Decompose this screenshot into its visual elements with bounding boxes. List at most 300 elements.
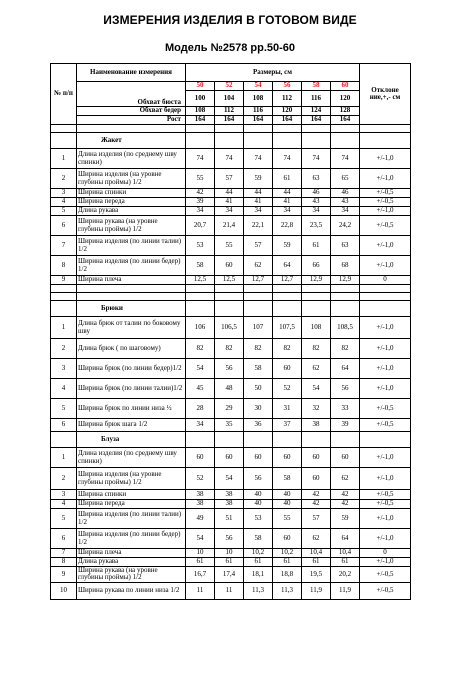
empty-cell xyxy=(331,285,360,293)
value-cell: 43 xyxy=(331,198,360,207)
empty-cell xyxy=(273,432,302,448)
row-number: 5 xyxy=(51,207,77,216)
value-cell: 38 xyxy=(215,500,244,509)
section-header-row xyxy=(51,133,411,149)
num-header: № п/п xyxy=(51,64,77,125)
value-cell: 74 xyxy=(331,149,360,169)
value-cell: 55 xyxy=(273,509,302,529)
spacer-row xyxy=(51,125,411,133)
tolerance-cell: +/-1,0 xyxy=(360,468,411,490)
hips-cell: 116 xyxy=(244,107,273,116)
value-cell: 40 xyxy=(244,500,273,509)
tolerance-cell: +/-1,0 xyxy=(360,339,411,359)
measurement-row xyxy=(51,189,411,198)
value-cell: 74 xyxy=(302,149,331,169)
value-cell: 64 xyxy=(331,359,360,379)
value-cell: 36 xyxy=(244,419,273,432)
value-cell: 22,8 xyxy=(273,216,302,236)
measurement-name: Длина брюк от талии по боковому шву xyxy=(77,317,186,339)
value-cell: 61 xyxy=(273,169,302,189)
value-cell: 34 xyxy=(215,207,244,216)
value-cell: 44 xyxy=(273,189,302,198)
value-cell: 46 xyxy=(331,189,360,198)
value-cell: 12,9 xyxy=(331,276,360,285)
height-cell: 164 xyxy=(273,116,302,125)
value-cell: 34 xyxy=(273,207,302,216)
measurement-name: Ширина изделия (на уровне глубины проймы) 1/2 xyxy=(77,468,186,490)
value-cell: 56 xyxy=(244,468,273,490)
measurement-name: Ширина плеча xyxy=(77,276,186,285)
value-cell: 54 xyxy=(215,468,244,490)
value-cell: 40 xyxy=(244,490,273,500)
tolerance-cell: +/-1,0 xyxy=(360,509,411,529)
value-cell: 38 xyxy=(302,419,331,432)
row-number: 10 xyxy=(51,582,77,599)
tolerance-cell: +/-1,0 xyxy=(360,529,411,549)
value-cell: 11,9 xyxy=(331,582,360,599)
value-cell: 24,2 xyxy=(331,216,360,236)
value-cell: 42 xyxy=(331,490,360,500)
tolerance-cell: 0 xyxy=(360,549,411,558)
measurement-name: Ширина изделия (по линии талии) 1/2 xyxy=(77,509,186,529)
row-number: 4 xyxy=(51,198,77,207)
empty-cell xyxy=(51,133,77,149)
empty-cell xyxy=(215,301,244,317)
value-cell: 34 xyxy=(186,419,215,432)
measurement-row xyxy=(51,276,411,285)
empty-cell xyxy=(51,301,77,317)
value-cell: 19,5 xyxy=(302,567,331,583)
empty-cell xyxy=(302,125,331,133)
measurement-row xyxy=(51,236,411,256)
chest-cell: 112 xyxy=(273,91,302,107)
tolerance-cell: +/-0,5 xyxy=(360,189,411,198)
value-cell: 39 xyxy=(331,419,360,432)
value-cell: 21,4 xyxy=(215,216,244,236)
value-cell: 63 xyxy=(331,236,360,256)
value-cell: 35 xyxy=(215,419,244,432)
value-cell: 59 xyxy=(244,169,273,189)
header-height-row xyxy=(51,116,411,125)
value-cell: 62 xyxy=(244,256,273,276)
height-cell: 164 xyxy=(186,116,215,125)
value-cell: 29 xyxy=(215,399,244,419)
measurement-row xyxy=(51,317,411,339)
empty-cell xyxy=(273,285,302,293)
row-number: 6 xyxy=(51,216,77,236)
value-cell: 34 xyxy=(186,207,215,216)
tolerance-cell: +/-0,5 xyxy=(360,500,411,509)
name-header: Наименование измерения xyxy=(77,64,186,82)
value-cell: 41 xyxy=(244,198,273,207)
value-cell: 68 xyxy=(331,256,360,276)
measurement-row xyxy=(51,169,411,189)
measurement-name: Ширина изделия (по линии бедер) 1/2 xyxy=(77,529,186,549)
value-cell: 60 xyxy=(186,448,215,468)
measurement-row xyxy=(51,256,411,276)
measurements-table xyxy=(50,63,411,600)
measurement-name: Ширина брюк шага 1/2 xyxy=(77,419,186,432)
value-cell: 106,5 xyxy=(215,317,244,339)
measurement-row xyxy=(51,567,411,583)
value-cell: 56 xyxy=(331,379,360,399)
value-cell: 58 xyxy=(273,468,302,490)
measurement-row xyxy=(51,529,411,549)
tolerance-cell: +/-0,5 xyxy=(360,198,411,207)
empty-cell xyxy=(51,293,77,301)
tolerance-cell: 0 xyxy=(360,276,411,285)
value-cell: 59 xyxy=(273,236,302,256)
value-cell: 42 xyxy=(186,189,215,198)
document-title: ИЗМЕРЕНИЯ ИЗДЕЛИЯ В ГОТОВОМ ВИДЕ xyxy=(103,13,357,27)
measurement-row xyxy=(51,207,411,216)
empty-cell xyxy=(273,133,302,149)
tolerance-cell: +/-1,0 xyxy=(360,448,411,468)
value-cell: 40 xyxy=(273,490,302,500)
value-cell: 108 xyxy=(302,317,331,339)
value-cell: 61 xyxy=(244,558,273,567)
value-cell: 60 xyxy=(215,448,244,468)
value-cell: 22,1 xyxy=(244,216,273,236)
size-cell: 50 xyxy=(186,82,215,91)
tolerance-cell: +/-0,5 xyxy=(360,399,411,419)
value-cell: 56 xyxy=(215,359,244,379)
size-cell: 56 xyxy=(273,82,302,91)
tolerance-cell: +/-1,0 xyxy=(360,149,411,169)
value-cell: 37 xyxy=(273,419,302,432)
measurement-row xyxy=(51,399,411,419)
value-cell: 60 xyxy=(215,256,244,276)
value-cell: 82 xyxy=(186,339,215,359)
empty-cell xyxy=(360,133,411,149)
value-cell: 18,1 xyxy=(244,567,273,583)
value-cell: 34 xyxy=(331,207,360,216)
value-cell: 10,4 xyxy=(302,549,331,558)
value-cell: 50 xyxy=(244,379,273,399)
value-cell: 40 xyxy=(273,500,302,509)
tolerance-cell: +/-0,5 xyxy=(360,567,411,583)
value-cell: 65 xyxy=(331,169,360,189)
value-cell: 74 xyxy=(215,149,244,169)
value-cell: 49 xyxy=(186,509,215,529)
value-cell: 10,4 xyxy=(331,549,360,558)
empty-cell xyxy=(51,432,77,448)
model-subtitle: Модель №2578 рр.50-60 xyxy=(164,42,296,54)
empty-cell xyxy=(302,432,331,448)
value-cell: 82 xyxy=(273,339,302,359)
tolerance-cell: +/-1,0 xyxy=(360,169,411,189)
measurement-name: Ширина брюк (по линии талии)1/2 xyxy=(77,379,186,399)
measurement-name: Ширина брюк по линии низа ½ xyxy=(77,399,186,419)
value-cell: 61 xyxy=(302,236,331,256)
empty-cell xyxy=(215,293,244,301)
empty-cell xyxy=(244,285,273,293)
size-cell: 52 xyxy=(215,82,244,91)
value-cell: 30 xyxy=(244,399,273,419)
tolerance-cell: +/-0,5 xyxy=(360,419,411,432)
empty-cell xyxy=(302,293,331,301)
size-cell: 58 xyxy=(302,82,331,91)
empty-cell xyxy=(331,293,360,301)
value-cell: 51 xyxy=(215,509,244,529)
value-cell: 64 xyxy=(331,529,360,549)
spacer-row xyxy=(51,293,411,301)
empty-cell xyxy=(331,432,360,448)
measurement-row xyxy=(51,149,411,169)
value-cell: 60 xyxy=(273,529,302,549)
value-cell: 33 xyxy=(331,399,360,419)
value-cell: 107 xyxy=(244,317,273,339)
value-cell: 44 xyxy=(215,189,244,198)
value-cell: 60 xyxy=(273,448,302,468)
empty-cell xyxy=(331,133,360,149)
row-number: 7 xyxy=(51,549,77,558)
tolerance-cell: +/-1,0 xyxy=(360,317,411,339)
chest-cell: 116 xyxy=(302,91,331,107)
height-label: Рост xyxy=(77,116,186,125)
row-number: 3 xyxy=(51,189,77,198)
value-cell: 11 xyxy=(186,582,215,599)
empty-cell xyxy=(186,301,215,317)
value-cell: 12,7 xyxy=(244,276,273,285)
hips-cell: 128 xyxy=(331,107,360,116)
empty-cell xyxy=(331,301,360,317)
value-cell: 12,5 xyxy=(215,276,244,285)
value-cell: 60 xyxy=(244,448,273,468)
hips-cell: 120 xyxy=(273,107,302,116)
value-cell: 61 xyxy=(302,558,331,567)
row-number: 4 xyxy=(51,379,77,399)
measurement-row xyxy=(51,198,411,207)
value-cell: 54 xyxy=(186,359,215,379)
value-cell: 12,7 xyxy=(273,276,302,285)
value-cell: 74 xyxy=(244,149,273,169)
row-number: 6 xyxy=(51,419,77,432)
chest-cell: 120 xyxy=(331,91,360,107)
row-number: 1 xyxy=(51,149,77,169)
row-number: 8 xyxy=(51,256,77,276)
measurement-row xyxy=(51,448,411,468)
empty-cell xyxy=(244,125,273,133)
measurement-row xyxy=(51,582,411,599)
chest-label: Обхват бюста xyxy=(77,82,186,107)
value-cell: 38 xyxy=(186,500,215,509)
measurement-row xyxy=(51,216,411,236)
value-cell: 106 xyxy=(186,317,215,339)
section-title: Брюки xyxy=(77,301,186,317)
row-number: 3 xyxy=(51,490,77,500)
value-cell: 74 xyxy=(186,149,215,169)
value-cell: 61 xyxy=(331,558,360,567)
section-title: Блуза xyxy=(77,432,186,448)
value-cell: 54 xyxy=(186,529,215,549)
empty-cell xyxy=(51,285,77,293)
chest-cell: 100 xyxy=(186,91,215,107)
value-cell: 11,3 xyxy=(244,582,273,599)
value-cell: 61 xyxy=(186,558,215,567)
value-cell: 82 xyxy=(215,339,244,359)
value-cell: 16,7 xyxy=(186,567,215,583)
measurement-name: Длина рукава xyxy=(77,207,186,216)
value-cell: 62 xyxy=(302,359,331,379)
measurement-name: Длина брюк ( по шаговому) xyxy=(77,339,186,359)
empty-cell xyxy=(273,293,302,301)
header-hips-row xyxy=(51,107,411,116)
value-cell: 44 xyxy=(244,189,273,198)
height-cell: 164 xyxy=(302,116,331,125)
section-header-row xyxy=(51,432,411,448)
value-cell: 11 xyxy=(215,582,244,599)
value-cell: 53 xyxy=(244,509,273,529)
empty-cell xyxy=(360,285,411,293)
value-cell: 10 xyxy=(215,549,244,558)
value-cell: 11,3 xyxy=(273,582,302,599)
hips-label: Обхват бедер xyxy=(77,107,186,116)
value-cell: 20,7 xyxy=(186,216,215,236)
sizes-header: Размеры, см xyxy=(186,64,360,82)
value-cell: 39 xyxy=(186,198,215,207)
empty-cell xyxy=(77,293,186,301)
tolerance-cell: +/-0,5 xyxy=(360,490,411,500)
tolerance-cell: +/-1,0 xyxy=(360,236,411,256)
value-cell: 74 xyxy=(273,149,302,169)
row-number: 1 xyxy=(51,448,77,468)
value-cell: 66 xyxy=(302,256,331,276)
measurement-row xyxy=(51,359,411,379)
tolerance-cell: +/-0,5 xyxy=(360,216,411,236)
value-cell: 56 xyxy=(215,529,244,549)
chest-cell: 108 xyxy=(244,91,273,107)
value-cell: 12,5 xyxy=(186,276,215,285)
value-cell: 61 xyxy=(273,558,302,567)
value-cell: 38 xyxy=(215,490,244,500)
empty-cell xyxy=(273,125,302,133)
row-number: 9 xyxy=(51,567,77,583)
tolerance-cell: +/-1,0 xyxy=(360,256,411,276)
value-cell: 43 xyxy=(302,198,331,207)
value-cell: 18,8 xyxy=(273,567,302,583)
measurement-name: Ширина брюк (по линии бедер)1/2 xyxy=(77,359,186,379)
empty-cell xyxy=(302,301,331,317)
value-cell: 108,5 xyxy=(331,317,360,339)
value-cell: 82 xyxy=(302,339,331,359)
row-number: 5 xyxy=(51,399,77,419)
value-cell: 60 xyxy=(302,448,331,468)
empty-cell xyxy=(360,293,411,301)
value-cell: 57 xyxy=(244,236,273,256)
spacer-row xyxy=(51,285,411,293)
value-cell: 17,4 xyxy=(215,567,244,583)
value-cell: 10,2 xyxy=(244,549,273,558)
measurement-name: Ширина спинки xyxy=(77,490,186,500)
row-number: 2 xyxy=(51,468,77,490)
measurement-name: Ширина переда xyxy=(77,500,186,509)
measurement-row xyxy=(51,419,411,432)
measurement-row xyxy=(51,509,411,529)
empty-cell xyxy=(360,432,411,448)
value-cell: 60 xyxy=(331,448,360,468)
row-number: 8 xyxy=(51,558,77,567)
measurement-name: Ширина спинки xyxy=(77,189,186,198)
row-number: 1 xyxy=(51,317,77,339)
value-cell: 57 xyxy=(215,169,244,189)
row-number: 7 xyxy=(51,236,77,256)
value-cell: 41 xyxy=(273,198,302,207)
value-cell: 62 xyxy=(302,529,331,549)
empty-cell xyxy=(302,285,331,293)
row-number: 9 xyxy=(51,276,77,285)
value-cell: 107,5 xyxy=(273,317,302,339)
value-cell: 52 xyxy=(186,468,215,490)
measurement-name: Ширина плеча xyxy=(77,549,186,558)
size-cell: 54 xyxy=(244,82,273,91)
measurement-row xyxy=(51,549,411,558)
measurement-name: Ширина изделия (на уровне глубины проймы) 1/2 xyxy=(77,169,186,189)
value-cell: 28 xyxy=(186,399,215,419)
value-cell: 42 xyxy=(302,500,331,509)
tolerance-header: Отклоне ние,+,- см xyxy=(360,64,411,125)
empty-cell xyxy=(215,432,244,448)
empty-cell xyxy=(186,133,215,149)
value-cell: 53 xyxy=(186,236,215,256)
section-title: Жакет xyxy=(77,133,186,149)
value-cell: 63 xyxy=(302,169,331,189)
empty-cell xyxy=(186,125,215,133)
size-cell: 60 xyxy=(331,82,360,91)
empty-cell xyxy=(77,125,186,133)
empty-cell xyxy=(244,293,273,301)
empty-cell xyxy=(273,301,302,317)
height-cell: 164 xyxy=(215,116,244,125)
measurement-row xyxy=(51,339,411,359)
measurement-row xyxy=(51,468,411,490)
empty-cell xyxy=(186,285,215,293)
measurement-name: Ширина рукава (на уровне глубины проймы) 1/2 xyxy=(77,567,186,583)
value-cell: 12,9 xyxy=(302,276,331,285)
value-cell: 62 xyxy=(331,468,360,490)
value-cell: 42 xyxy=(302,490,331,500)
value-cell: 34 xyxy=(244,207,273,216)
chest-cell: 104 xyxy=(215,91,244,107)
measurement-row xyxy=(51,558,411,567)
value-cell: 46 xyxy=(302,189,331,198)
value-cell: 58 xyxy=(244,359,273,379)
value-cell: 10 xyxy=(186,549,215,558)
empty-cell xyxy=(215,125,244,133)
empty-cell xyxy=(215,285,244,293)
value-cell: 31 xyxy=(273,399,302,419)
empty-cell xyxy=(244,133,273,149)
measurement-name: Ширина переда xyxy=(77,198,186,207)
empty-cell xyxy=(331,125,360,133)
value-cell: 60 xyxy=(273,359,302,379)
section-header-row xyxy=(51,301,411,317)
value-cell: 42 xyxy=(331,500,360,509)
empty-cell xyxy=(360,125,411,133)
empty-cell xyxy=(302,133,331,149)
measurement-row xyxy=(51,490,411,500)
header-row-top xyxy=(51,64,411,82)
value-cell: 45 xyxy=(186,379,215,399)
measurement-name: Длина рукава xyxy=(77,558,186,567)
hips-cell: 124 xyxy=(302,107,331,116)
value-cell: 34 xyxy=(302,207,331,216)
value-cell: 32 xyxy=(302,399,331,419)
measurement-name: Ширина рукава по линии низа 1/2 xyxy=(77,582,186,599)
measurement-name: Ширина изделия (по линии бедер) 1/2 xyxy=(77,256,186,276)
value-cell: 23,5 xyxy=(302,216,331,236)
value-cell: 11,9 xyxy=(302,582,331,599)
